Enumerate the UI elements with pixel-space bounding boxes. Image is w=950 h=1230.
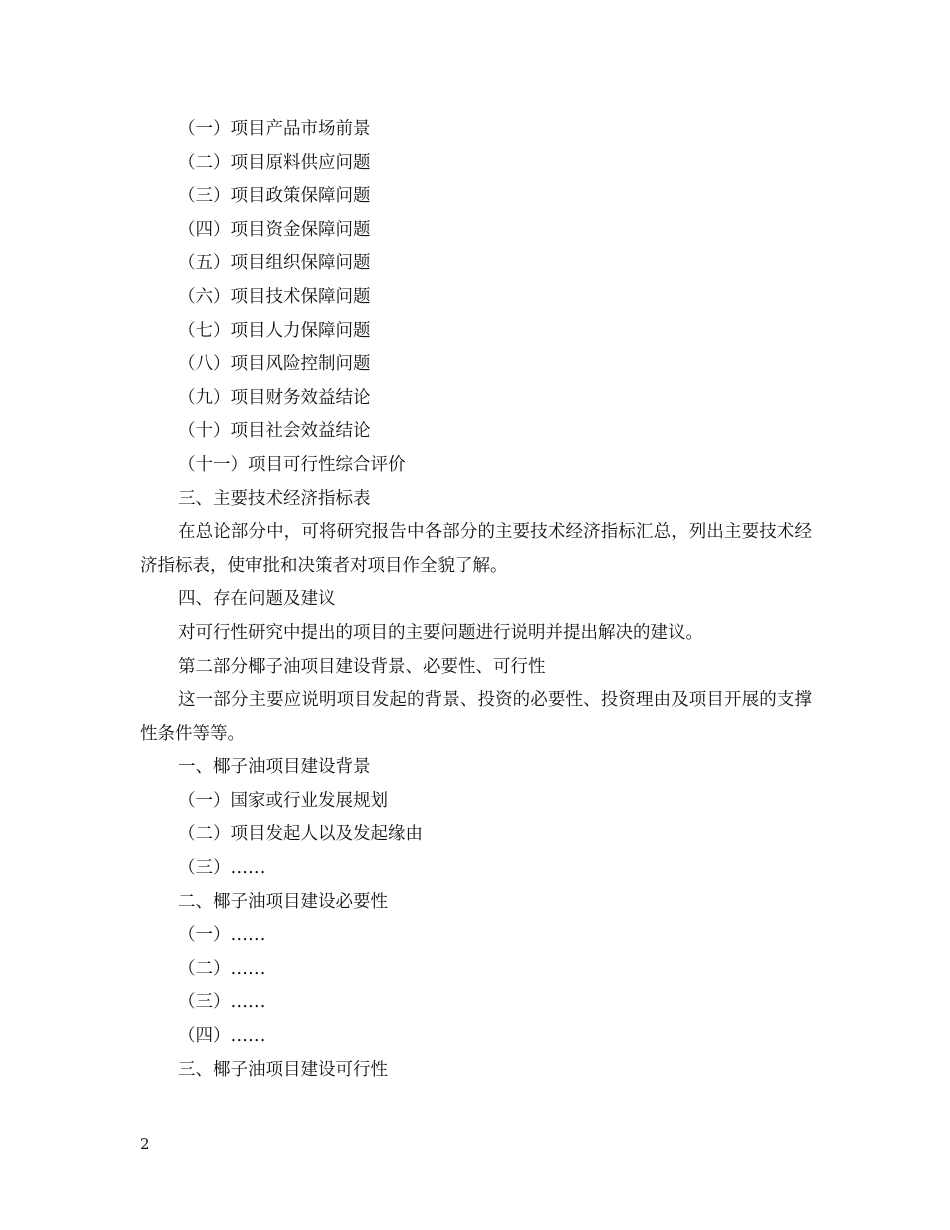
section-heading-problems-suggestions: 四、存在问题及建议 bbox=[178, 589, 336, 610]
list-item-necessity-1: （一）…… bbox=[178, 925, 266, 946]
paragraph-part-two-intro: 这一部分主要应说明项目发起的背景、投资的必要性、投资理由及项目开展的支撑性条件等等。 bbox=[140, 690, 812, 744]
list-item-raw-material-supply: （二）项目原料供应问题 bbox=[178, 152, 371, 173]
section-heading-feasibility: 三、椰子油项目建设可行性 bbox=[178, 1059, 388, 1080]
list-item-financial-conclusion: （九）项目财务效益结论 bbox=[178, 387, 371, 408]
paragraph-indicator-summary: 在总论部分中，可将研究报告中各部分的主要技术经济指标汇总，列出主要技术经济指标表，使审批和决策者对项目作全貌了解。 bbox=[140, 522, 812, 576]
page-number: 2 bbox=[140, 1135, 150, 1153]
section-heading-necessity: 二、椰子油项目建设必要性 bbox=[178, 891, 388, 912]
section-heading-background: 一、椰子油项目建设背景 bbox=[178, 757, 371, 778]
part-heading-background: 第二部分椰子油项目建设背景、必要性、可行性 bbox=[178, 656, 546, 677]
list-item-background-more: （三）…… bbox=[178, 858, 266, 879]
list-item-social-conclusion: （十）项目社会效益结论 bbox=[178, 421, 371, 442]
list-item-market-outlook: （一）项目产品市场前景 bbox=[178, 119, 371, 139]
section-heading-indicator-table: 三、主要技术经济指标表 bbox=[178, 488, 371, 509]
list-item-manpower-guarantee: （七）项目人力保障问题 bbox=[178, 320, 371, 341]
list-item-necessity-4: （四）…… bbox=[178, 1026, 266, 1047]
list-item-feasibility-evaluation: （十一）项目可行性综合评价 bbox=[178, 454, 406, 475]
list-item-national-plan: （一）国家或行业发展规划 bbox=[178, 790, 388, 811]
list-item-necessity-2: （二）…… bbox=[178, 958, 266, 979]
list-item-technical-guarantee: （六）项目技术保障问题 bbox=[178, 286, 371, 307]
list-item-risk-control: （八）项目风险控制问题 bbox=[178, 354, 371, 375]
list-item-sponsor-reason: （二）项目发起人以及发起缘由 bbox=[178, 824, 423, 845]
list-item-policy-guarantee: （三）项目政策保障问题 bbox=[178, 186, 371, 207]
document-body bbox=[140, 113, 812, 1087]
list-item-organization-guarantee: （五）项目组织保障问题 bbox=[178, 253, 371, 274]
list-item-funding-guarantee: （四）项目资金保障问题 bbox=[178, 219, 371, 240]
paragraph-problems-description: 对可行性研究中提出的项目的主要问题进行说明并提出解决的建议。 bbox=[178, 622, 703, 643]
list-item-necessity-3: （三）…… bbox=[178, 992, 266, 1013]
